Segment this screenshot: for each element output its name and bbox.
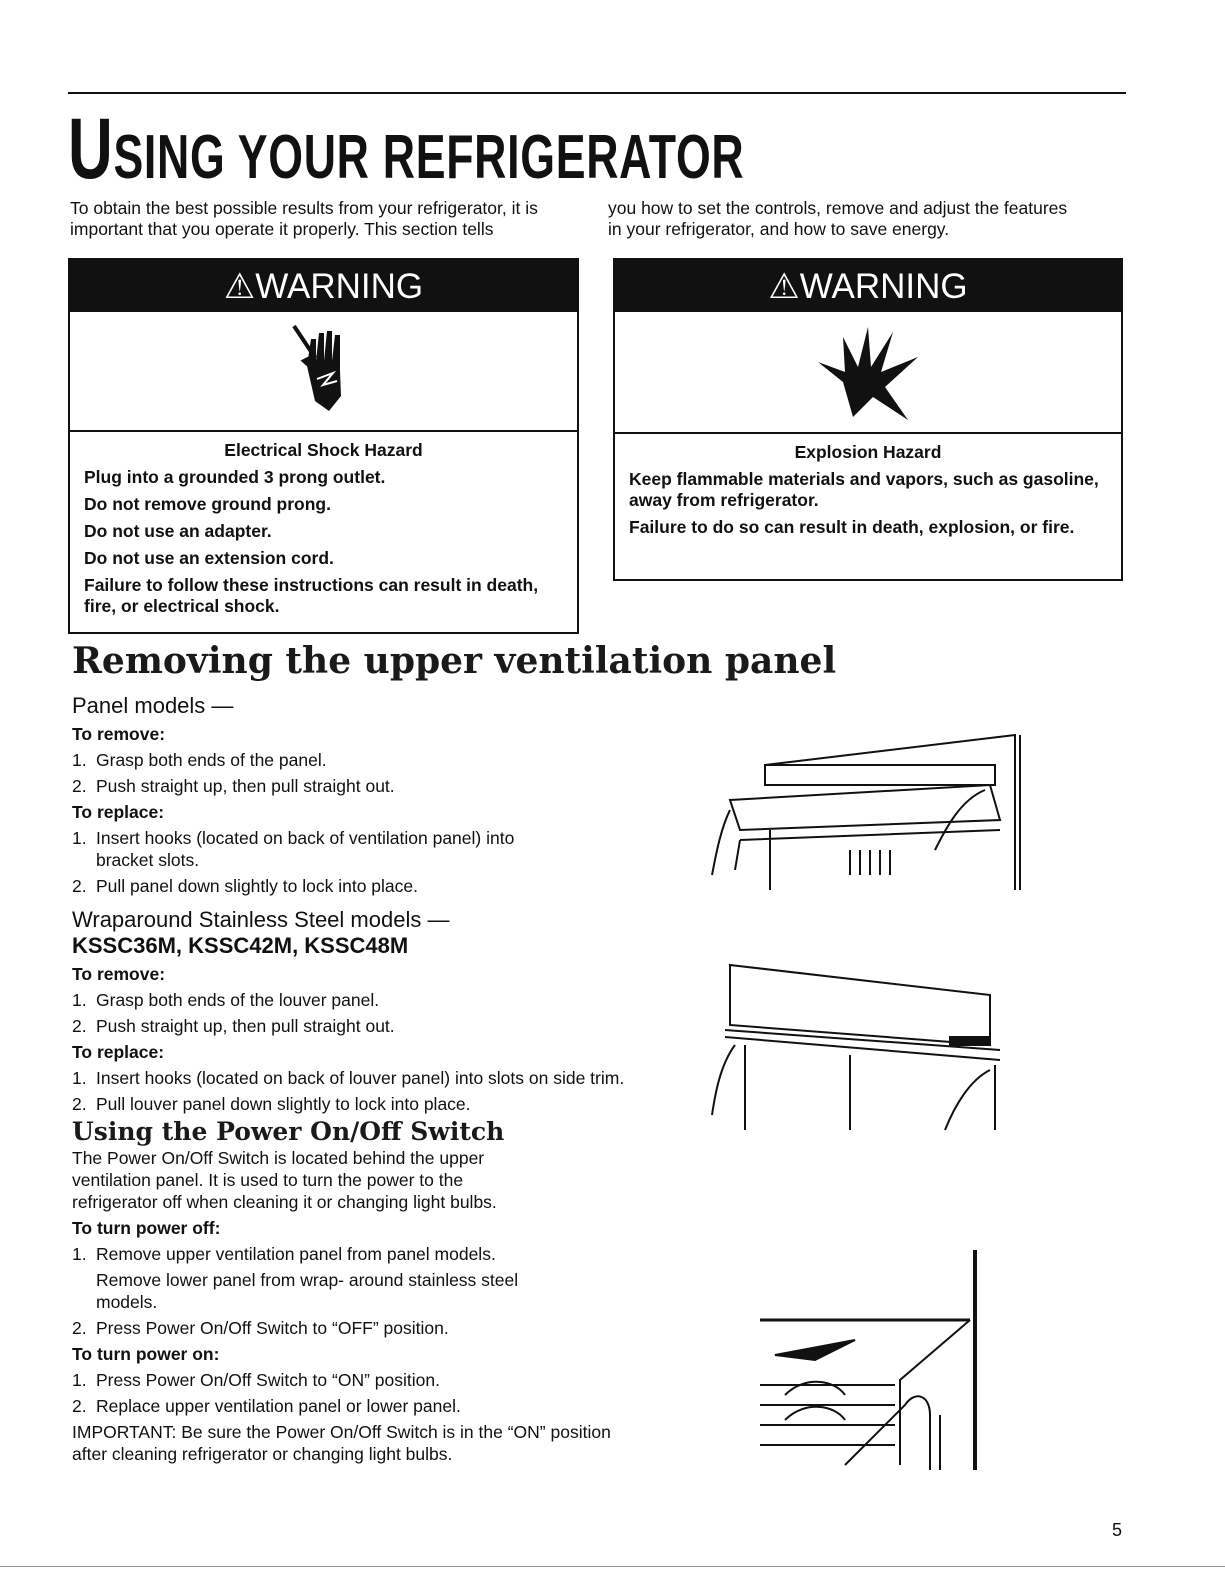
power-switch-figure xyxy=(755,1245,985,1480)
step xyxy=(72,1067,632,1089)
warning-label: WARNING xyxy=(799,267,968,306)
power-switch-description: The Power On/Off Switch is located behind the upper ventilation panel. It is used to turn the power to the refrigerator off when cleaning it or changing light bulbs. xyxy=(72,1148,497,1212)
step-number: 2. xyxy=(72,1016,87,1036)
warning-line: Keep flammable materials and vapors, such as gasoline, away from refrigerator. xyxy=(629,469,1099,510)
step-text: Pull panel down slightly to lock into place. xyxy=(96,876,418,896)
step-text: Insert hooks (located on back of louver panel) into slots on side trim. xyxy=(96,1068,625,1088)
step xyxy=(72,1269,632,1313)
warning-triangle-icon: ⚠ xyxy=(223,267,256,306)
louver-panel-figure xyxy=(700,955,1010,1135)
title-initial: U xyxy=(68,101,114,197)
step-number: 2. xyxy=(72,1318,87,1338)
page-title xyxy=(68,101,745,203)
warning-header xyxy=(70,260,577,312)
step xyxy=(72,1093,632,1115)
warning-label: WARNING xyxy=(255,267,424,306)
panel-removal-figure xyxy=(700,730,1030,900)
explosion-hazard-image xyxy=(615,312,1121,434)
step xyxy=(72,775,632,797)
important-note xyxy=(72,1421,632,1465)
warning-line: Failure to follow these instructions can result in death, fire, or electrical shock. xyxy=(84,575,539,616)
electrical-shock-hand-icon xyxy=(289,321,359,421)
step xyxy=(72,1243,632,1265)
step-text: Grasp both ends of the louver panel. xyxy=(96,990,380,1010)
warning-triangle-icon: ⚠ xyxy=(768,267,800,306)
turn-off-label: To turn power off: xyxy=(72,1218,221,1238)
step-text: Grasp both ends of the panel. xyxy=(96,750,327,770)
step-text: Press Power On/Off Switch to “ON” position. xyxy=(96,1370,440,1390)
step-text: Insert hooks (located on back of ventilation panel) into bracket slots. xyxy=(96,828,515,870)
warning-text xyxy=(615,434,1121,552)
warning-line: Do not remove ground prong. xyxy=(84,494,331,514)
important-label: IMPORTANT: xyxy=(72,1422,177,1442)
wraparound-subtitle: Wraparound Stainless Steel models — xyxy=(72,907,450,932)
step-number: 2. xyxy=(72,1396,87,1416)
instructions-column xyxy=(72,693,632,1465)
step xyxy=(72,989,632,1011)
step-number: 1. xyxy=(72,1370,87,1390)
warning-header xyxy=(615,260,1121,312)
to-remove-label: To remove: xyxy=(72,724,166,744)
step-number: 1. xyxy=(72,828,87,848)
step-number: 1. xyxy=(72,1068,87,1088)
warning-line: Do not use an extension cord. xyxy=(84,548,334,568)
step-number: 2. xyxy=(72,1094,87,1114)
hazard-title: Explosion Hazard xyxy=(794,442,942,462)
step-text: Push straight up, then pull straight out. xyxy=(96,776,395,796)
warning-line: Do not use an adapter. xyxy=(84,521,272,541)
step-number: 1. xyxy=(72,990,87,1010)
step-text: Pull louver panel down slightly to lock into place. xyxy=(96,1094,471,1114)
title-rest: SING YOUR REFRIGERATOR xyxy=(113,123,745,192)
warning-text xyxy=(70,432,577,631)
page-number: 5 xyxy=(1112,1520,1123,1540)
warning-line: Failure to do so can result in death, explosion, or fire. xyxy=(629,517,1075,537)
step-number: 1. xyxy=(72,1244,87,1264)
bottom-rule xyxy=(0,1566,1225,1567)
to-remove-label: To remove: xyxy=(72,964,166,984)
step xyxy=(72,1015,632,1037)
step-text: Remove lower panel from wrap- around stainless steel models. xyxy=(96,1270,519,1312)
important-text: Be sure the Power On/Off Switch is in the “ON” position after cleaning refrigerator or changing light bulbs. xyxy=(72,1422,611,1464)
warning-line: Plug into a grounded 3 prong outlet. xyxy=(84,467,386,487)
step-number: 2. xyxy=(72,876,87,896)
step-text: Press Power On/Off Switch to “OFF” position. xyxy=(96,1318,449,1338)
intro-right: you how to set the controls, remove and adjust the features in your refrigerator, and how to save energy. xyxy=(608,198,1068,239)
power-switch-heading: Using the Power On/Off Switch xyxy=(72,1117,505,1146)
shock-hazard-image xyxy=(70,312,577,432)
step xyxy=(72,749,632,771)
step xyxy=(72,1317,632,1339)
warning-box-explosion xyxy=(613,258,1123,581)
panel-models-subtitle: Panel models — xyxy=(72,693,234,718)
explosion-icon xyxy=(813,322,923,422)
step xyxy=(72,827,632,871)
step-number: 1. xyxy=(72,750,87,770)
step xyxy=(72,875,632,897)
step-number: 2. xyxy=(72,776,87,796)
hazard-title: Electrical Shock Hazard xyxy=(224,440,423,460)
warning-box-electrical xyxy=(68,258,579,634)
model-numbers: KSSC36M, KSSC42M, KSSC48M xyxy=(72,933,409,958)
step-text: Replace upper ventilation panel or lower panel. xyxy=(96,1396,461,1416)
step-text: Remove upper ventilation panel from panel models. xyxy=(96,1244,496,1264)
turn-on-label: To turn power on: xyxy=(72,1344,220,1364)
step xyxy=(72,1395,632,1417)
intro-left: To obtain the best possible results from your refrigerator, it is important that you operate it properly. This section tells xyxy=(70,198,538,239)
section-heading: Removing the upper ventilation panel xyxy=(72,640,837,682)
to-replace-label: To replace: xyxy=(72,1042,165,1062)
step-text: Push straight up, then pull straight out. xyxy=(96,1016,395,1036)
top-rule xyxy=(68,92,1126,94)
step xyxy=(72,1369,632,1391)
to-replace-label: To replace: xyxy=(72,802,165,822)
